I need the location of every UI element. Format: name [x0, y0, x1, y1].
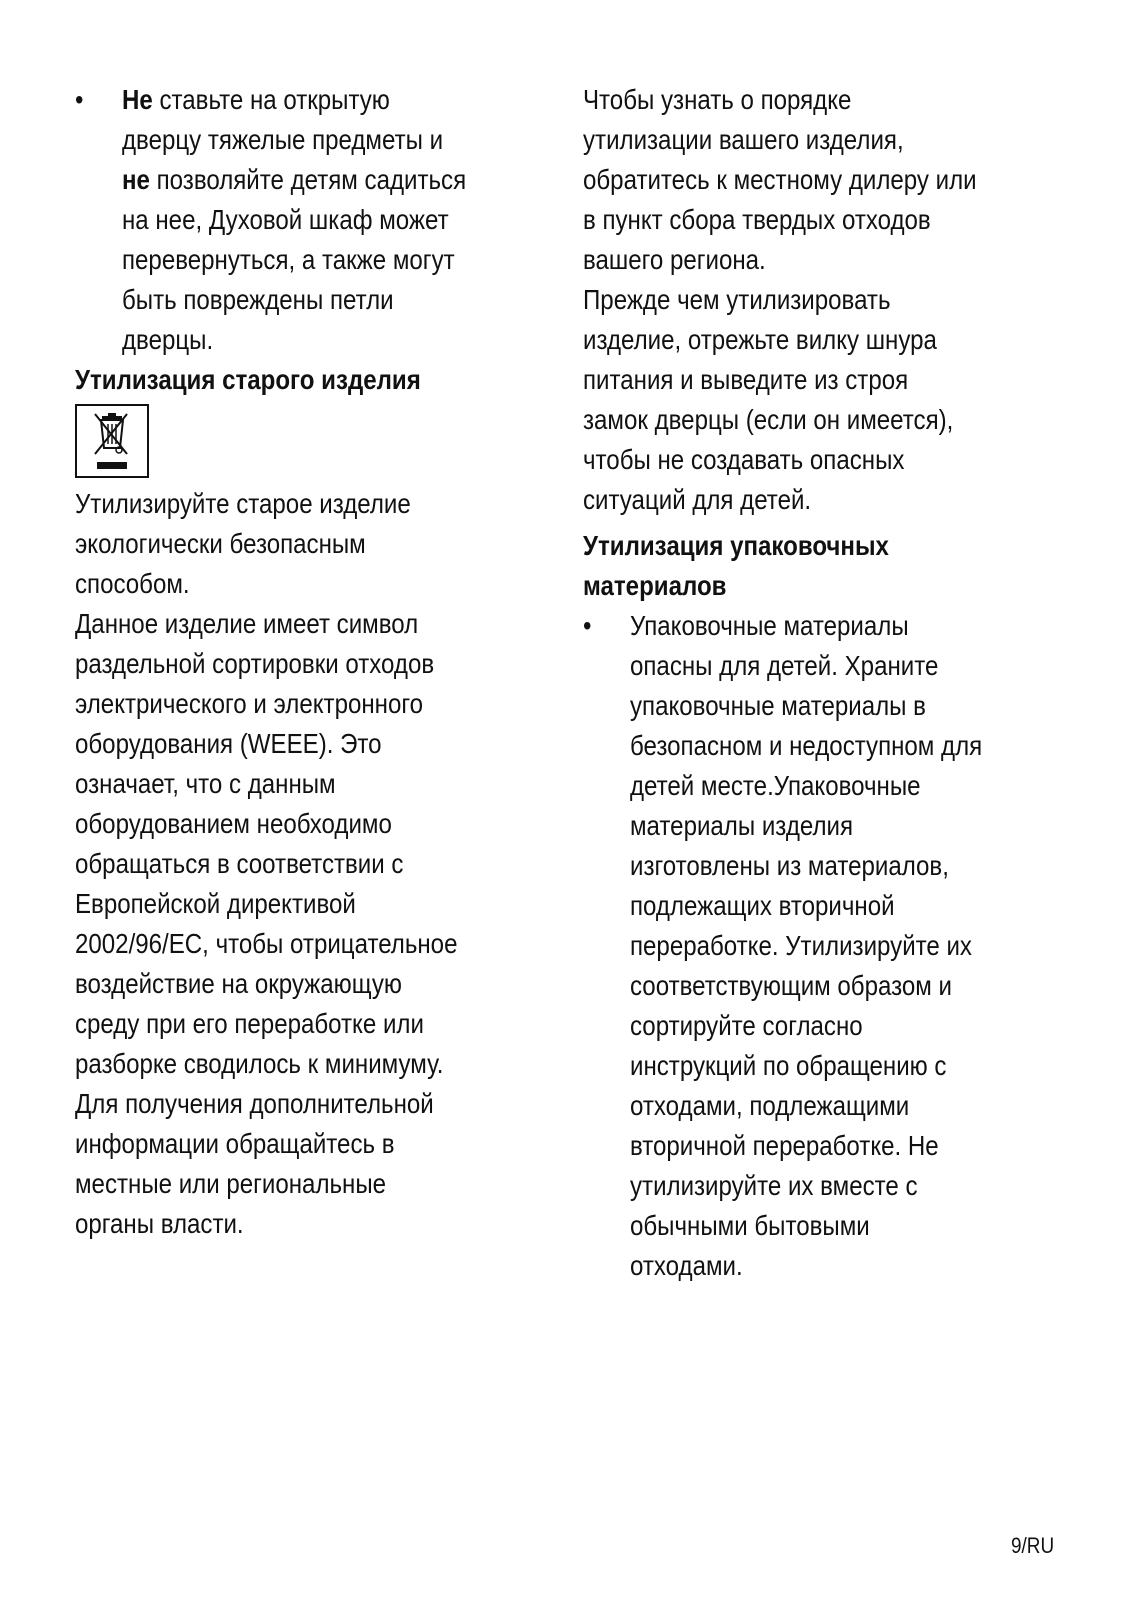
- text-line: обратитесь к местному дилеру или: [583, 164, 977, 195]
- bullet-line: Упаковочные материалы: [630, 610, 909, 641]
- paragraph: [75, 484, 545, 604]
- safety-bullet: [75, 80, 545, 360]
- bullet-line: обычными бытовыми: [630, 1210, 870, 1241]
- text-line: органы власти.: [75, 1208, 244, 1239]
- text-line: среду при его переработке или: [75, 1008, 424, 1039]
- text-line: обращаться в соответствии с: [75, 848, 404, 879]
- paragraph: [75, 604, 545, 1244]
- bullet-line: дверцы.: [122, 324, 214, 355]
- packaging-bullet: [583, 606, 1063, 1286]
- text-line: Прежде чем утилизировать: [583, 284, 891, 315]
- text-line: разборке сводилось к минимуму.: [75, 1048, 444, 1079]
- emphasis-text: Не: [122, 84, 153, 115]
- text-line: вашего региона.: [583, 244, 766, 275]
- text-line: информации обращайтесь в: [75, 1128, 395, 1159]
- bullet-line: безопасном и недоступном для: [630, 730, 983, 761]
- text-line: замок дверцы (если он имеется),: [583, 404, 954, 435]
- bullet-line: быть повреждены петли: [122, 284, 394, 315]
- text-line: чтобы не создавать опасных: [583, 444, 905, 475]
- text-line: Для получения дополнительной: [75, 1088, 434, 1119]
- bullet-line: дверцу тяжелые предметы и: [122, 124, 444, 155]
- text-line: Чтобы узнать о порядке: [583, 84, 852, 115]
- text-line: местные или региональные: [75, 1168, 387, 1199]
- text-line: электрического и электронного: [75, 688, 423, 719]
- text-line: утилизации вашего изделия,: [583, 124, 904, 155]
- text-line: изделие, отрежьте вилку шнура: [583, 324, 937, 355]
- bullet-line: отходами, подлежащими: [630, 1090, 910, 1121]
- text-line: раздельной сортировки отходов: [75, 648, 435, 679]
- weee-symbol-graphic: [77, 406, 147, 476]
- paragraph: [583, 280, 1063, 520]
- heading-line: Утилизация упаковочных: [583, 530, 889, 561]
- text-line: питания и выведите из строя: [583, 364, 909, 395]
- text-line: способом.: [75, 568, 190, 599]
- bullet-marker: •: [75, 84, 84, 115]
- bullet-line: изготовлены из материалов,: [630, 850, 949, 881]
- bullet-line: упаковочные материалы в: [630, 690, 926, 721]
- text-line: экологически безопасным: [75, 528, 366, 559]
- text-line: ситуаций для детей.: [583, 484, 812, 515]
- text-line: Европейской директивой: [75, 888, 356, 919]
- bullet-line: отходами.: [630, 1250, 743, 1281]
- bullet-line: детей месте.Упаковочные: [630, 770, 921, 801]
- paragraph: [583, 80, 1063, 280]
- crossed-out-wheelie-bin-icon: [75, 404, 149, 478]
- left-column: [75, 80, 545, 1244]
- bullet-line: подлежащих вторичной: [630, 890, 895, 921]
- section-heading-disposal: Утилизация старого изделия: [75, 364, 421, 395]
- bullet-line: опасны для детей. Храните: [630, 650, 939, 681]
- text-line: означает, что с данным: [75, 768, 336, 799]
- bullet-marker: •: [583, 610, 592, 641]
- bullet-line: вторичной переработке. Не: [630, 1130, 939, 1161]
- bullet-line: Не ставьте на открытую: [122, 84, 390, 115]
- bullet-line: материалы изделия: [630, 810, 854, 841]
- bullet-line: не позволяйте детям садиться: [122, 164, 467, 195]
- bullet-line: переработке. Утилизируйте их: [630, 930, 972, 961]
- bullet-line: перевернуться, а также могут: [122, 244, 455, 275]
- text-line: в пункт сбора твердых отходов: [583, 204, 931, 235]
- bullet-line: на нее, Духовой шкаф может: [122, 204, 449, 235]
- page-number: 9/RU: [1010, 1533, 1054, 1558]
- text-line: воздействие на окружающую: [75, 968, 402, 999]
- text-line: Утилизируйте старое изделие: [75, 488, 411, 519]
- text-line: Данное изделие имеет символ: [75, 608, 419, 639]
- text-line: оборудованием необходимо: [75, 808, 392, 839]
- bullet-line: утилизируйте их вместе с: [630, 1170, 918, 1201]
- section-heading-packaging: [583, 526, 1063, 606]
- heading-line: материалов: [583, 570, 727, 601]
- emphasis-text: не: [122, 164, 150, 195]
- bullet-line: инструкций по обращению с: [630, 1050, 947, 1081]
- bullet-line: сортируйте согласно: [630, 1010, 863, 1041]
- bullet-line: соответствующим образом и: [630, 970, 952, 1001]
- text-line: оборудования (WEEE). Это: [75, 728, 382, 759]
- text-line: 2002/96/EC, чтобы отрицательное: [75, 928, 458, 959]
- right-column: [583, 80, 1063, 1286]
